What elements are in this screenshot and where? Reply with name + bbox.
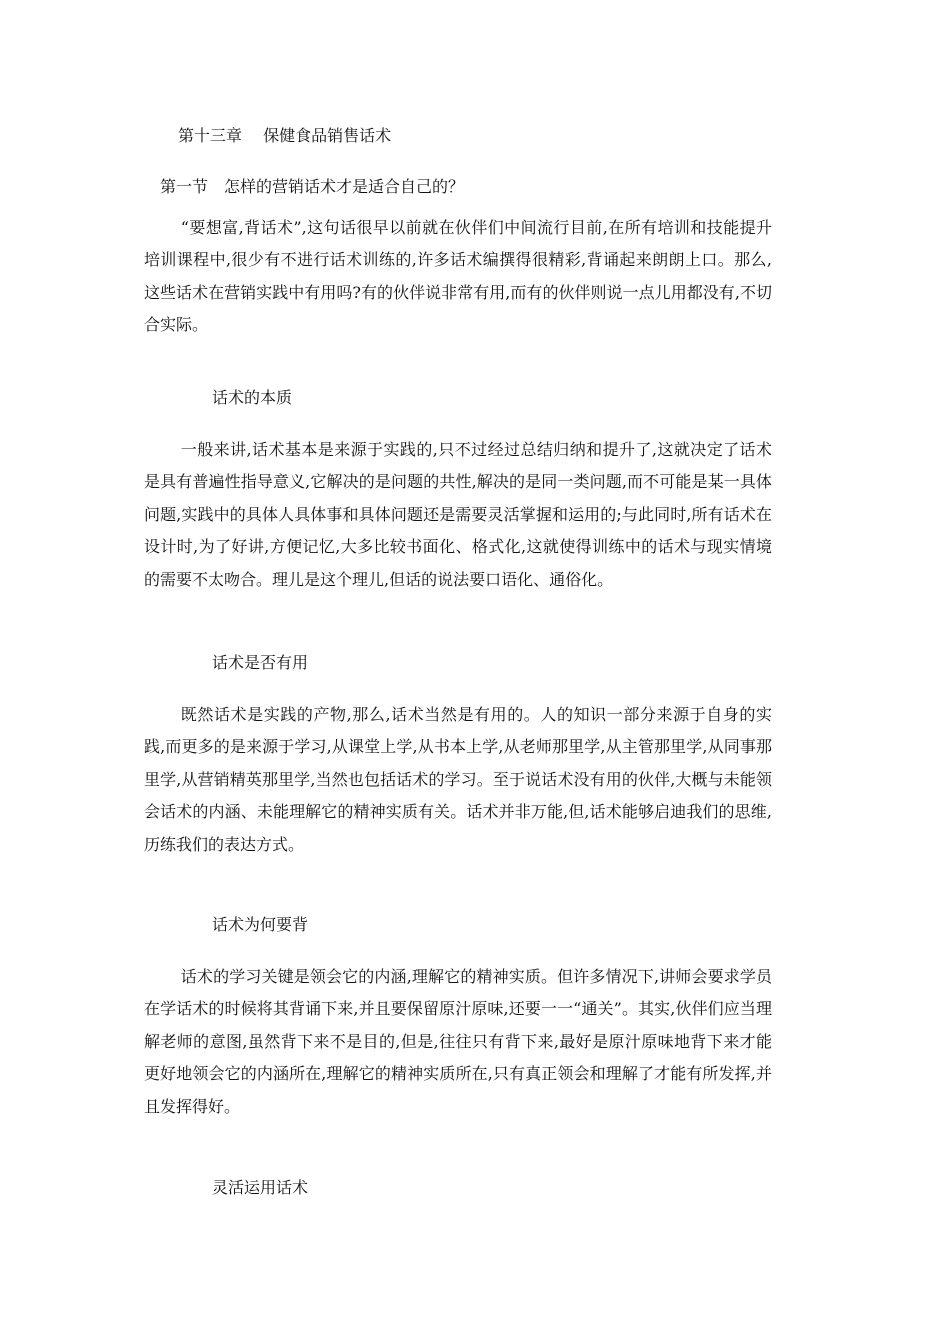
subheading-useful: 话术是否有用	[212, 653, 309, 672]
nature-paragraph: 一般来讲,话术基本是来源于实践的,只不过经过总结归纳和提升了,这就决定了话术是具有普遍性指导意义,它解决的是问题的共性,解决的是同一类问题,而不可能是某一具体问题,实践中的具体人具体事和具体问题还是需要灵活掌握和运用的;与此同时,所有话术在设计时,为了好讲,方便记忆,大多比较书面化、格式化,这就使得训练中的话术与现实情境的需要不太吻合。理儿是这个理儿,但话的说法要口语化、通俗化。	[144, 440, 772, 589]
memorize-paragraph: 话术的学习关键是领会它的内涵,理解它的精神实质。但许多情况下,讲师会要求学员在学话术的时候将其背诵下来,并且要保留原汁原味,还要一一“通关”。其实,伙伴们应当理解老师的意图,虽然背下来不是目的,但是,往往只有背下来,最好是原汁原味地背下来才能更好地领会它的内涵所在,理解它的精神实质所在,只有真正领会和理解了才能有所发挥,并且发挥得好。	[144, 967, 772, 1116]
section-title: 第一节 怎样的营销话术才是适合自己的？	[160, 177, 465, 196]
chapter-title: 第十三章 保健食品销售话术	[178, 126, 392, 145]
subheading-memorize: 话术为何要背	[212, 915, 309, 934]
subheading-flexible: 灵活运用话术	[212, 1178, 309, 1197]
intro-paragraph: “要想富,背话术”,这句话很早以前就在伙伴们中间流行目前,在所有培训和技能提升培训课程中,很少有不进行话术训练的,许多话术编撰得很精彩,背诵起来朗朗上口。那么,这些话术在营销实践中有用吗?有的伙伴说非常有用,而有的伙伴则说一点儿用都没有,不切合实际。	[144, 218, 772, 335]
subheading-nature: 话术的本质	[212, 388, 293, 407]
useful-paragraph: 既然话术是实践的产物,那么,话术当然是有用的。人的知识一部分来源于自身的实践,而更多的是来源于学习,从课堂上学,从书本上学,从老师那里学,从主管那里学,从同事那里学,从营销精英那里学,当然也包括话术的学习。至于说话术没有用的伙伴,大概与未能领会话术的内涵、未能理解它的精神实质有关。话术并非万能,但,话术能够启迪我们的思维,历练我们的表达方式。	[144, 705, 772, 854]
